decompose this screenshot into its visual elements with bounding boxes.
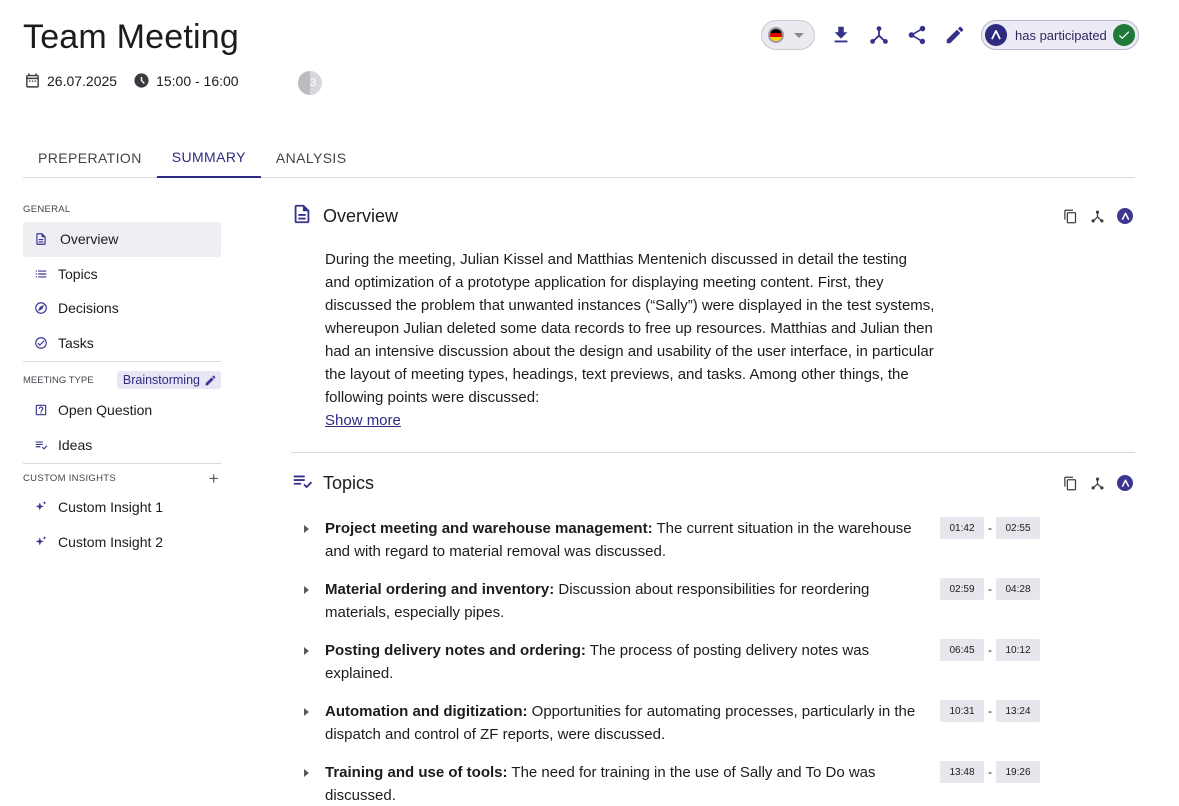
german-flag-icon [768,27,784,43]
topic-description: The process of posting delivery notes was explained. [325,642,870,682]
meeting-time: 15:00 - 16:00 [156,72,239,89]
list-item[interactable] [291,517,1135,563]
sidebar-item-label: Decisions [58,300,119,317]
sidebar-item-label: Tasks [58,334,94,351]
document-icon [291,203,313,230]
sidebar [23,201,221,559]
check-circle-icon [34,336,48,350]
sidebar-item-label: Overview [60,231,119,248]
topic-heading: Automation and digitization: [325,703,528,720]
time-info [133,72,239,89]
topics-tools [1063,475,1135,491]
pencil-icon [204,374,217,387]
overview-tools [1063,208,1135,224]
compass-icon [34,301,48,315]
share-button[interactable] [905,23,929,47]
check-icon [1113,24,1135,46]
sparkle-icon [34,535,48,549]
topic-description: The need for training in the use of Sally and To Do was discussed. [325,764,876,804]
end-time-chip[interactable]: 04:28 [996,578,1040,600]
meeting-date: 26.07.2025 [47,72,118,89]
topic-description: Discussion about responsibilities for reordering materials, especially pipes. [325,581,870,621]
date-info [24,72,117,89]
topic-timestamps [940,761,1040,783]
custom-insights-label: CUSTOM INSIGHTS [23,472,116,484]
copy-icon[interactable] [1063,476,1078,491]
webhook-icon[interactable] [1090,209,1105,224]
calendar-icon [24,72,41,89]
overview-header [291,200,1135,232]
sidebar-item-label: Custom Insight 2 [58,533,164,550]
expand-arrow-icon[interactable] [304,708,309,716]
topic-timestamps [940,517,1040,539]
sidebar-section-general: GENERAL [23,203,71,215]
time-separator: - [988,521,992,535]
webhook-icon[interactable] [1090,476,1105,491]
sidebar-item-open-question[interactable] [23,393,221,428]
start-time-chip[interactable]: 02:59 [940,578,984,600]
topic-text [325,639,929,685]
meeting-meta [24,72,255,89]
time-separator: - [988,704,992,718]
list-icon [34,267,48,281]
sidebar-item-overview[interactable] [23,222,221,257]
time-separator: - [988,765,992,779]
list-item[interactable] [291,700,1135,746]
end-time-chip[interactable]: 13:24 [996,700,1040,722]
topic-text [325,700,929,746]
expand-arrow-icon[interactable] [304,647,309,655]
sidebar-item-label: Ideas [58,436,93,453]
participants-count: 3 [309,77,317,89]
page-title: Team Meeting [23,18,239,56]
sidebar-item-tasks[interactable] [23,326,221,361]
sidebar-item-custom-insight-2[interactable] [23,525,221,560]
list-item[interactable] [291,761,1135,806]
section-title: Topics [323,472,375,493]
participation-status-badge[interactable] [981,20,1139,50]
meeting-type-value: Brainstorming [122,373,200,387]
meeting-type-label: MEETING TYPE [23,374,94,386]
list-item[interactable] [291,639,1135,685]
ai-assistant-icon[interactable] [1117,475,1133,491]
sidebar-item-label: Open Question [58,402,153,419]
share-icon [906,24,928,46]
section-title: Overview [323,205,399,226]
sparkle-icon [34,500,48,514]
tab-analysis[interactable]: ANALYSIS [275,150,347,166]
download-icon [830,24,852,46]
sidebar-divider [23,463,221,464]
topics-list [291,517,1135,806]
topic-description: Opportunities for automating processes, particularly in the dispatch and control of ZF reports, were discussed. [325,703,916,743]
end-time-chip[interactable]: 02:55 [996,517,1040,539]
tab-bar [23,138,1135,178]
start-time-chip[interactable]: 01:42 [940,517,984,539]
end-time-chip[interactable]: 10:12 [996,639,1040,661]
app-logo-icon [985,24,1007,46]
topic-timestamps [940,700,1040,722]
participants-avatar-group[interactable] [298,71,322,95]
add-custom-insight-button[interactable]: + [208,468,219,488]
topic-heading: Material ordering and inventory: [325,581,555,598]
clock-icon [133,72,150,89]
sidebar-section-custom-insights [23,470,221,486]
topic-text [325,761,929,806]
avatar [298,71,310,95]
download-button[interactable] [829,23,853,47]
start-time-chip[interactable]: 06:45 [940,639,984,661]
sidebar-item-label: Topics [58,265,98,282]
topic-heading: Training and use of tools: [325,764,508,781]
list-item[interactable] [291,578,1135,624]
sidebar-item-topics[interactable] [23,257,221,292]
sidebar-item-ideas[interactable] [23,428,221,463]
sidebar-item-label: Custom Insight 1 [58,499,164,516]
playlist-check-icon [291,470,313,497]
topic-heading: Posting delivery notes and ordering: [325,642,586,659]
sidebar-item-decisions[interactable] [23,291,221,326]
help-square-icon [34,403,48,417]
start-time-chip[interactable]: 10:31 [940,700,984,722]
participation-status-label: has participated [1015,27,1107,43]
sidebar-item-custom-insight-1[interactable] [23,490,221,525]
expand-arrow-icon[interactable] [304,525,309,533]
integration-button[interactable] [867,23,891,47]
topic-timestamps [940,578,1040,600]
main-content [291,200,1135,806]
end-time-chip[interactable]: 19:26 [996,761,1040,783]
sidebar-divider [23,361,221,362]
meeting-type-chip[interactable] [117,371,221,389]
pencil-icon [944,24,966,46]
chevron-down-icon [794,33,804,38]
edit-button[interactable] [943,23,967,47]
toolbar [761,20,1139,50]
topic-description: The current situation in the warehouse and with regard to material removal was discussed. [325,520,912,560]
section-divider [291,452,1135,453]
start-time-chip[interactable]: 13:48 [940,761,984,783]
document-icon [34,232,48,246]
expand-arrow-icon[interactable] [304,586,309,594]
time-separator: - [988,582,992,596]
expand-arrow-icon[interactable] [304,769,309,777]
time-separator: - [988,643,992,657]
playlist-check-icon [34,438,48,452]
topics-header [291,467,1135,499]
sidebar-section-meeting-type [23,368,221,392]
show-more-link[interactable]: Show more [325,412,401,429]
topic-heading: Project meeting and warehouse management: [325,520,653,537]
copy-icon[interactable] [1063,209,1078,224]
webhook-icon [868,24,890,46]
language-select[interactable] [761,20,815,50]
topic-timestamps [940,639,1040,661]
topic-text [325,517,929,563]
tab-preparation[interactable]: PREPERATION [38,150,142,166]
overview-text: During the meeting, Julian Kissel and Matthias Mentenich discussed in detail the testing and optimization of a prototype application for displaying meeting content. First, they discussed the problem that unwanted instances (“Sally”) were displayed in the test systems, whereupon Julian deleted some data records to free up resources. Matthias and Julian then had an intensive discussion about the design and usability of the user interface, in particular the layout of meeting types, headings, text previews, and tasks. Among other things, the following points were discussed: [325,251,935,406]
tab-summary[interactable]: SUMMARY [157,138,261,178]
ai-assistant-icon[interactable] [1117,208,1133,224]
topic-text [325,578,929,624]
